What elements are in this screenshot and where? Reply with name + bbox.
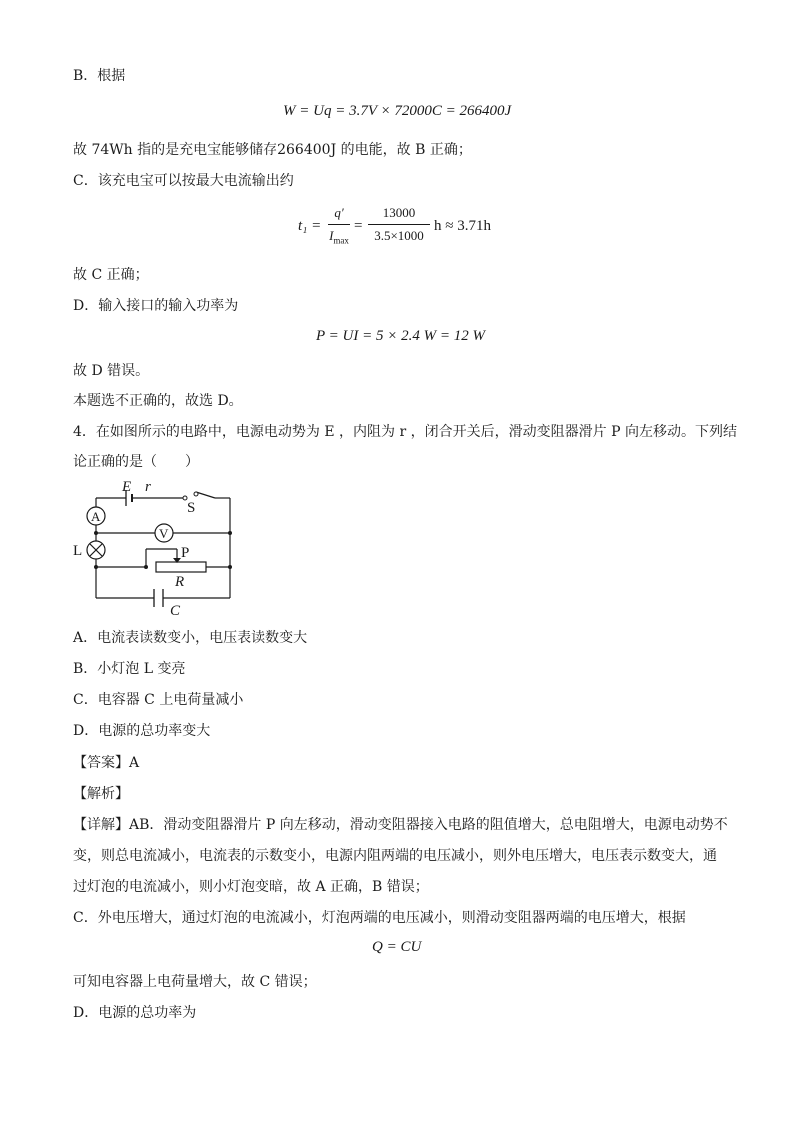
circuit-diagram <box>70 476 240 621</box>
d-conclusion: 故 D 错误。 <box>73 363 150 379</box>
c-eq-bar1 <box>328 224 350 225</box>
lamp-icon <box>87 541 105 559</box>
detail-line-1: 【详解】AB．滑动变阻器滑片 P 向左移动，滑动变阻器接入电路的阻值增大，总电阻增大，电源电动势不 <box>73 817 728 833</box>
detail-line-4: C．外电压增大，通过灯泡的电流减小，灯泡两端的电压减小，则滑动变阻器两端的电压增大，根据 <box>73 910 686 926</box>
c-eq-mid: = <box>354 218 363 234</box>
question-4-line-1: 4．在如图所示的电路中，电源电动势为 E ，内阻为 r ，闭合开关后，滑动变阻器滑片 P 向左移动。下列结 <box>73 424 737 440</box>
option-c: C．电容器 C 上电荷量减小 <box>73 692 244 708</box>
b-intro: B．根据 <box>73 68 126 84</box>
label-l: L <box>73 543 83 559</box>
b-equation: W = Uq = 3.7V × 72000C = 266400J <box>283 103 512 119</box>
question-4-line-2: 论正确的是（ ） <box>73 454 199 470</box>
b-conclusion: 故 74Wh 指的是充电宝能够储存266400J 的电能，故 B 正确； <box>73 142 472 158</box>
detail-equation: Q = CU <box>372 939 422 955</box>
answer: 【答案】A <box>73 755 140 771</box>
d-equation: P = UI = 5 × 2.4 W = 12 W <box>316 328 485 344</box>
detail-line-6: D．电源的总功率为 <box>73 1005 197 1021</box>
detail-line-5: 可知电容器上电荷量增大，故 C 错误； <box>73 974 317 990</box>
label-r-rheostat: R <box>175 574 185 590</box>
label-p: P <box>181 545 190 561</box>
summary: 本题选不正确的，故选 D。 <box>73 393 243 409</box>
label-r: r <box>145 479 151 495</box>
label-a: A <box>91 509 101 524</box>
option-d: D．电源的总功率变大 <box>73 723 211 739</box>
option-b: B．小灯泡 L 变亮 <box>73 661 186 677</box>
d-intro: D．输入接口的输入功率为 <box>73 298 239 314</box>
c-eq-num1: q′ <box>334 205 344 220</box>
analysis-heading: 【解析】 <box>73 786 129 802</box>
option-a: A．电流表读数变小，电压表读数变大 <box>73 630 308 646</box>
c-eq-den2: 3.5×1000 <box>374 228 424 243</box>
detail-line-2: 变，则总电流减小，电流表的示数变小，电源内阻两端的电压减小，则外电压增大，电压表示数变大，通 <box>73 848 717 864</box>
label-c: C <box>170 603 181 619</box>
c-eq-left: t₁ = <box>298 218 322 234</box>
label-s: S <box>187 500 196 516</box>
label-v: V <box>159 526 169 541</box>
c-eq-den1: $I_{max}$ <box>329 228 349 246</box>
detail-line-3: 过灯泡的电流减小，则小灯泡变暗，故 A 正确，B 错误； <box>73 879 429 895</box>
c-eq-num2: 13000 <box>382 205 416 220</box>
c-intro: C．该充电宝可以按最大电流输出约 <box>73 173 294 189</box>
switch-contact <box>194 492 198 496</box>
c-eq-right: h ≈ 3.71h <box>434 218 491 234</box>
c-eq-bar2 <box>368 224 430 225</box>
rheostat-icon <box>156 562 206 572</box>
label-e: E <box>122 479 132 495</box>
c-conclusion: 故 C 正确； <box>73 267 149 283</box>
